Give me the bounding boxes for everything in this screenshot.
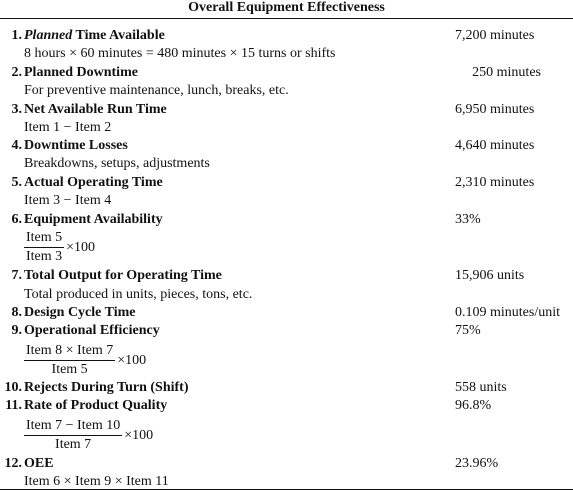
item-heading: Design Cycle Time (24, 305, 136, 320)
item-heading: OEE (24, 456, 54, 471)
item-heading-italic: Planned (24, 28, 73, 43)
fraction-numerator: Item 8 × Item 7 (24, 342, 115, 361)
fraction-stack (24, 342, 115, 379)
item-heading: Net Available Run Time (24, 102, 167, 117)
fraction-numerator: Item 5 (24, 229, 64, 248)
item-number: 12. (4, 456, 22, 471)
item-number: 5. (11, 175, 22, 190)
item-value: 75% (455, 323, 481, 338)
fraction-stack (24, 417, 122, 454)
item-value: 96.8% (455, 398, 492, 413)
item-number: 7. (11, 268, 22, 283)
item-value: 2,310 minutes (455, 175, 535, 190)
table-title: Overall Equipment Effectiveness (188, 0, 385, 15)
item-number: 10. (4, 380, 22, 395)
item-number: 11. (5, 398, 22, 413)
fraction-numerator: Item 7 − Item 10 (24, 417, 122, 436)
fraction-multiplier: ×100 (124, 427, 154, 443)
item-heading: Total Output for Operating Time (24, 268, 222, 283)
item-value: 558 units (455, 380, 507, 395)
item-number: 9. (11, 323, 22, 338)
item-number: 2. (11, 65, 22, 80)
fraction-denominator: Item 5 (51, 362, 88, 377)
item-description: 8 hours × 60 minutes = 480 minutes × 15 turns or shifts (24, 46, 336, 61)
item-number: 3. (11, 102, 22, 117)
formula-fraction (24, 229, 95, 266)
item-description: For preventive maintenance, lunch, breaks, etc. (24, 83, 289, 98)
top-rule (0, 18, 573, 19)
item-heading: Equipment Availability (24, 212, 163, 227)
item-value: 0.109 minutes/unit (455, 305, 560, 320)
fraction-multiplier: ×100 (66, 239, 96, 255)
formula-fraction (24, 342, 146, 379)
fraction-denominator: Item 3 (26, 249, 63, 264)
item-heading: Actual Operating Time (24, 175, 163, 190)
item-value: 6,950 minutes (455, 102, 535, 117)
item-value: 33% (455, 212, 481, 227)
item-heading: Planned Downtime (24, 65, 138, 80)
fraction-multiplier: ×100 (117, 352, 147, 368)
item-value: 23.96% (455, 456, 499, 471)
item-value: 7,200 minutes (455, 28, 535, 43)
fraction-denominator: Item 7 (55, 437, 92, 452)
item-number: 4. (11, 138, 22, 153)
fraction-stack (24, 229, 64, 266)
item-heading-rest: Time Available (72, 28, 165, 43)
formula-fraction (24, 417, 153, 454)
item-number: 1. (11, 28, 22, 43)
item-description: Breakdowns, setups, adjustments (24, 156, 210, 171)
item-description: Item 3 − Item 4 (24, 193, 112, 208)
item-description: Item 6 × Item 9 × Item 11 (24, 474, 169, 489)
item-value: 250 minutes (472, 65, 541, 80)
bottom-rule (0, 489, 573, 490)
item-number: 6. (11, 212, 22, 227)
item-heading (24, 27, 165, 45)
item-heading: Downtime Losses (24, 138, 128, 153)
item-number: 8. (11, 305, 22, 320)
item-heading: Operational Efficiency (24, 323, 160, 338)
item-heading: Rate of Product Quality (24, 398, 168, 413)
item-description: Item 1 − Item 2 (24, 120, 112, 135)
item-value: 15,906 units (455, 268, 525, 283)
item-heading: Rejects During Turn (Shift) (24, 380, 189, 395)
item-description: Total produced in units, pieces, tons, etc. (24, 287, 253, 302)
item-value: 4,640 minutes (455, 138, 535, 153)
